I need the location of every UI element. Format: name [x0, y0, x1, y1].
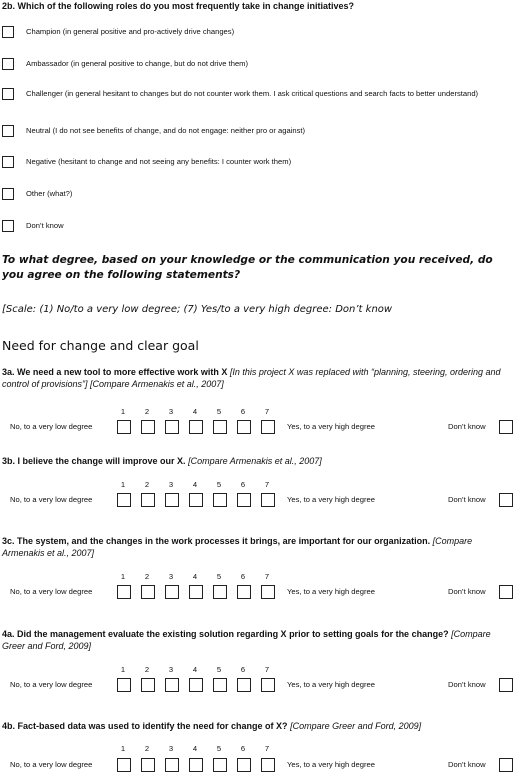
- section-heading: Need for change and clear goal: [2, 338, 199, 353]
- role-option-label: Challenger (in general hesitant to changes but do not counter work them. I ask critical questions and search facts to better understand): [26, 89, 479, 98]
- scale-number: 4: [192, 407, 198, 416]
- rating-checkbox-3[interactable]: [165, 758, 179, 772]
- scale-number: 5: [216, 744, 222, 753]
- question-text: 4a. Did the management evaluate the existing solution regarding X prior to setting goals for the change?: [2, 629, 449, 639]
- rating-checkbox-7[interactable]: [261, 678, 275, 692]
- rating-checkbox-2[interactable]: [141, 585, 155, 599]
- rating-checkbox-1[interactable]: [117, 420, 131, 434]
- role-option-label: Neutral (I do not see benefits of change, and do not engage: neither pro or against): [26, 126, 306, 135]
- question-reference: [In this project X was replaced with “planning, steering, ordering and control of provisions”] [Compare Armenakis et al., 2007]: [2, 367, 501, 389]
- scale-number: 2: [144, 572, 150, 581]
- question-text: 4b. Fact-based data was used to identify the need for change of X?: [2, 721, 288, 731]
- scale-number: 5: [216, 572, 222, 581]
- scale-number: 6: [240, 665, 246, 674]
- role-option-label: Champion (in general positive and pro-actively drive changes): [26, 27, 235, 36]
- checkbox[interactable]: [2, 26, 14, 38]
- scale-number: 1: [120, 480, 126, 489]
- likert-row-3a: [0, 420, 520, 434]
- scale-number: 6: [240, 407, 246, 416]
- rating-checkbox-6[interactable]: [237, 493, 251, 507]
- likert-row-4a: [0, 678, 520, 692]
- dont-know-label: Don’t know: [448, 760, 486, 769]
- scale-number: 3: [168, 665, 174, 674]
- question-reference: [Compare Greer and Ford, 2009]: [2, 629, 491, 651]
- rating-checkbox-4[interactable]: [189, 758, 203, 772]
- high-degree-label: Yes, to a very high degree: [287, 587, 375, 596]
- dont-know-label: Don’t know: [448, 587, 486, 596]
- scale-number: 3: [168, 480, 174, 489]
- question-3b-title: [2, 455, 514, 467]
- question-2b-title: 2b. Which of the following roles do you most frequently take in change initiatives?: [2, 1, 355, 11]
- rating-checkbox-7[interactable]: [261, 493, 275, 507]
- scale-number: 4: [192, 572, 198, 581]
- rating-checkbox-6[interactable]: [237, 758, 251, 772]
- scale-number: 2: [144, 407, 150, 416]
- low-degree-label: No, to a very low degree: [10, 422, 93, 431]
- question-3a-title: [2, 366, 514, 390]
- role-option-label: Don’t know: [26, 221, 64, 230]
- rating-checkbox-3[interactable]: [165, 420, 179, 434]
- rating-checkbox-4[interactable]: [189, 585, 203, 599]
- rating-checkbox-5[interactable]: [213, 420, 227, 434]
- scale-number: 7: [264, 744, 270, 753]
- agreement-instruction: To what degree, based on your knowledge or the communication you received, do you agree on the following statements?: [2, 254, 493, 281]
- rating-checkbox-2[interactable]: [141, 758, 155, 772]
- high-degree-label: Yes, to a very high degree: [287, 680, 375, 689]
- likert-row-3c: [0, 585, 520, 599]
- dont-know-checkbox[interactable]: [499, 420, 513, 434]
- rating-checkbox-1[interactable]: [117, 585, 131, 599]
- scale-number: 5: [216, 665, 222, 674]
- low-degree-label: No, to a very low degree: [10, 587, 93, 596]
- question-text: 3c. The system, and the changes in the work processes it brings, are important for our organization.: [2, 536, 431, 546]
- checkbox[interactable]: [2, 88, 14, 100]
- dont-know-label: Don’t know: [448, 422, 486, 431]
- high-degree-label: Yes, to a very high degree: [287, 495, 375, 504]
- role-option-label: Ambassador (in general positive to change, but do not drive them): [26, 59, 249, 68]
- rating-checkbox-5[interactable]: [213, 678, 227, 692]
- scale-number: 6: [240, 572, 246, 581]
- rating-checkbox-4[interactable]: [189, 678, 203, 692]
- checkbox[interactable]: [2, 188, 14, 200]
- question-4b-title: [2, 720, 514, 732]
- scale-number: 2: [144, 480, 150, 489]
- scale-number: 1: [120, 407, 126, 416]
- role-option-label: Other (what?): [26, 189, 73, 198]
- rating-checkbox-2[interactable]: [141, 420, 155, 434]
- low-degree-label: No, to a very low degree: [10, 680, 93, 689]
- checkbox[interactable]: [2, 220, 14, 232]
- dont-know-checkbox[interactable]: [499, 758, 513, 772]
- rating-checkbox-7[interactable]: [261, 420, 275, 434]
- dont-know-label: Don’t know: [448, 680, 486, 689]
- rating-checkbox-1[interactable]: [117, 758, 131, 772]
- likert-row-4b: [0, 758, 520, 772]
- question-text: 3a. We need a new tool to more effective work with X: [2, 367, 228, 377]
- scale-number: 2: [144, 665, 150, 674]
- scale-number: 7: [264, 665, 270, 674]
- scale-number: 6: [240, 480, 246, 489]
- scale-number: 7: [264, 407, 270, 416]
- rating-checkbox-4[interactable]: [189, 493, 203, 507]
- role-option-label: Negative (hesitant to change and not seeing any benefits: I counter work them): [26, 157, 292, 166]
- rating-checkbox-3[interactable]: [165, 678, 179, 692]
- dont-know-checkbox[interactable]: [499, 493, 513, 507]
- likert-row-3b: [0, 493, 520, 507]
- dont-know-label: Don’t know: [448, 495, 486, 504]
- checkbox[interactable]: [2, 125, 14, 137]
- scale-number: 4: [192, 744, 198, 753]
- scale-number: 4: [192, 665, 198, 674]
- rating-checkbox-6[interactable]: [237, 678, 251, 692]
- dont-know-checkbox[interactable]: [499, 585, 513, 599]
- scale-note: [Scale: (1) No/to a very low degree; (7) Yes/to a very high degree: Don’t know: [2, 304, 393, 315]
- rating-checkbox-5[interactable]: [213, 493, 227, 507]
- scale-number: 2: [144, 744, 150, 753]
- rating-checkbox-1[interactable]: [117, 493, 131, 507]
- rating-checkbox-3[interactable]: [165, 585, 179, 599]
- question-text: 3b. I believe the change will improve our X.: [2, 456, 186, 466]
- rating-checkbox-2[interactable]: [141, 678, 155, 692]
- question-3c-title: [2, 535, 514, 559]
- dont-know-checkbox[interactable]: [499, 678, 513, 692]
- question-reference: [Compare Greer and Ford, 2009]: [290, 721, 422, 731]
- scale-number: 1: [120, 744, 126, 753]
- question-4a-title: [2, 628, 514, 652]
- low-degree-label: No, to a very low degree: [10, 495, 93, 504]
- high-degree-label: Yes, to a very high degree: [287, 760, 375, 769]
- rating-checkbox-3[interactable]: [165, 493, 179, 507]
- scale-number: 4: [192, 480, 198, 489]
- rating-checkbox-6[interactable]: [237, 585, 251, 599]
- rating-checkbox-7[interactable]: [261, 758, 275, 772]
- question-reference: [Compare Armenakis et al., 2007]: [2, 536, 473, 558]
- checkbox[interactable]: [2, 58, 14, 70]
- low-degree-label: No, to a very low degree: [10, 760, 93, 769]
- rating-checkbox-2[interactable]: [141, 493, 155, 507]
- question-reference: [Compare Armenakis et al., 2007]: [188, 456, 322, 466]
- rating-checkbox-5[interactable]: [213, 585, 227, 599]
- rating-checkbox-7[interactable]: [261, 585, 275, 599]
- rating-checkbox-6[interactable]: [237, 420, 251, 434]
- scale-number: 3: [168, 744, 174, 753]
- rating-checkbox-4[interactable]: [189, 420, 203, 434]
- scale-number: 7: [264, 572, 270, 581]
- scale-number: 3: [168, 572, 174, 581]
- scale-number: 7: [264, 480, 270, 489]
- scale-number: 6: [240, 744, 246, 753]
- scale-number: 1: [120, 572, 126, 581]
- scale-number: 5: [216, 407, 222, 416]
- checkbox[interactable]: [2, 156, 14, 168]
- scale-number: 1: [120, 665, 126, 674]
- high-degree-label: Yes, to a very high degree: [287, 422, 375, 431]
- scale-number: 3: [168, 407, 174, 416]
- scale-number: 5: [216, 480, 222, 489]
- rating-checkbox-1[interactable]: [117, 678, 131, 692]
- rating-checkbox-5[interactable]: [213, 758, 227, 772]
